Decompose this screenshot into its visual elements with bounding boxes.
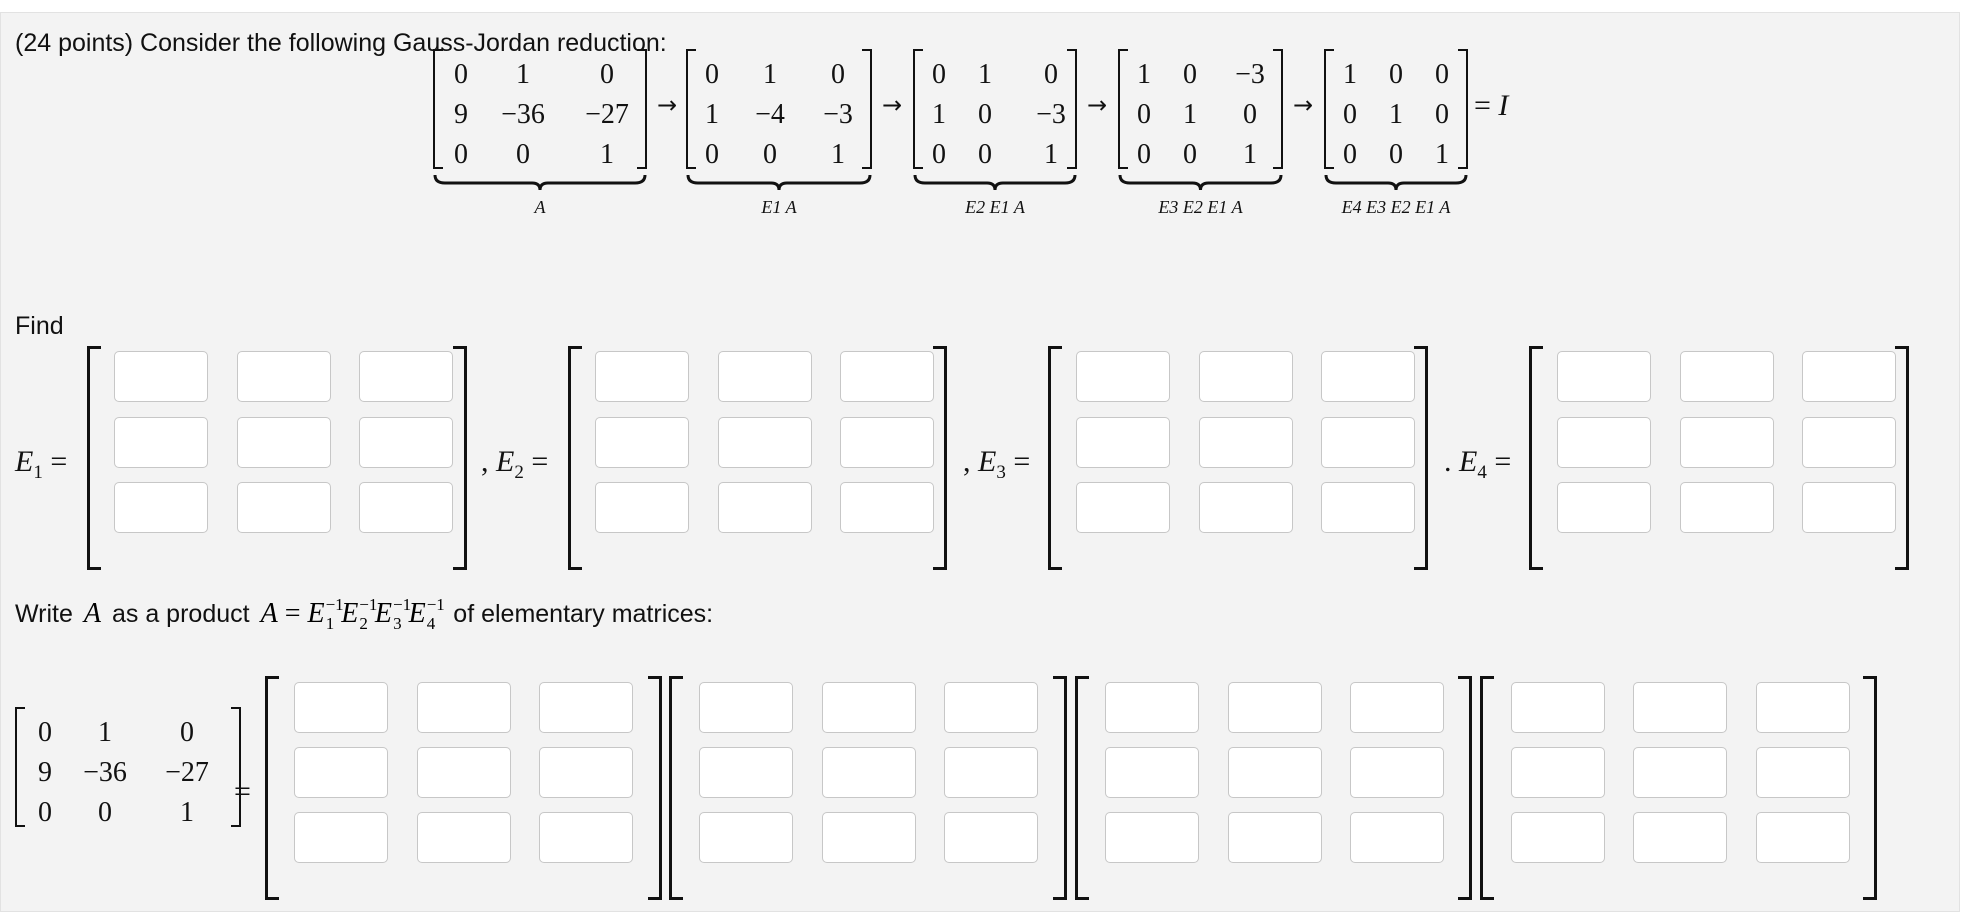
- e2-input-entry-r1c2[interactable]: [718, 351, 812, 402]
- matrix-entry: 0: [1183, 59, 1197, 90]
- matrix-entry: 0: [98, 797, 112, 828]
- e3-input-entry-r2c1[interactable]: [1076, 417, 1170, 468]
- e2-input-entry-r1c1[interactable]: [595, 351, 689, 402]
- reduction-matrix-2: [686, 49, 872, 169]
- matrix-entry: −3: [823, 99, 853, 130]
- e4-input-entry-r3c2[interactable]: [1680, 482, 1774, 533]
- left-bracket: [686, 49, 696, 169]
- e3-input-entry-r1c2[interactable]: [1199, 351, 1293, 402]
- e1-input-entry-r3c2[interactable]: [237, 482, 331, 533]
- matrix-entry: 1: [98, 717, 112, 748]
- inverse-e2-input-left-bracket: [669, 676, 683, 900]
- underbrace-icon: [1324, 173, 1468, 193]
- product-equals: =: [234, 775, 251, 808]
- matrix-entry: 0: [932, 59, 946, 90]
- inverse-e1-input-entry-r2c3[interactable]: [539, 747, 633, 798]
- question-prompt: (24 points) Consider the following Gauss-Jordan reduction:: [15, 29, 667, 57]
- product-formula: $A = E^{-1}_1$ $E^{-1}_2$ $E^{-1}_3$ $E^{-1}_4$: [260, 595, 445, 633]
- e1-input-entry-r3c3[interactable]: [359, 482, 453, 533]
- right-bracket: [637, 49, 647, 169]
- inverse-e1-input-entry-r3c2[interactable]: [417, 812, 511, 863]
- inverse-e3-input-entry-r1c1[interactable]: [1105, 682, 1199, 733]
- reduction-matrix-3: [913, 49, 1077, 169]
- matrix-entry: 1: [932, 99, 946, 130]
- reduction-matrix-4: [1118, 49, 1283, 169]
- e1-input-entry-r2c3[interactable]: [359, 417, 453, 468]
- matrix-entry: 0: [1389, 59, 1403, 90]
- matrix-entry: 0: [454, 139, 468, 170]
- inverse-e1-input-right-bracket: [648, 676, 662, 900]
- inverse-e3-input-entry-r2c3[interactable]: [1350, 747, 1444, 798]
- e3-input-entry-r3c3[interactable]: [1321, 482, 1415, 533]
- e3-input-entry-r2c2[interactable]: [1199, 417, 1293, 468]
- matrix-entry: 0: [705, 139, 719, 170]
- find-label-e1: $E_1$ =: [15, 445, 68, 483]
- underbrace-icon: [433, 173, 647, 193]
- matrix-entry: 0: [1343, 139, 1357, 170]
- inverse-e3-input-entry-r1c2[interactable]: [1228, 682, 1322, 733]
- inverse-e4-input-entry-r1c3[interactable]: [1756, 682, 1850, 733]
- matrix-entry: 1: [763, 59, 777, 90]
- product-instruction: [15, 595, 713, 634]
- e2-input-entry-r2c3[interactable]: [840, 417, 934, 468]
- e1-input-entry-r2c1[interactable]: [114, 417, 208, 468]
- e3-input-entry-r1c3[interactable]: [1321, 351, 1415, 402]
- matrix-entry: 0: [978, 99, 992, 130]
- arrow-icon: →: [1293, 91, 1314, 119]
- inverse-e2-input-entry-r3c2[interactable]: [822, 812, 916, 863]
- e2-input-right-bracket: [933, 346, 947, 570]
- inverse-e3-input-entry-r2c1[interactable]: [1105, 747, 1199, 798]
- matrix-entry: 1: [1243, 139, 1257, 170]
- e4-input-entry-r1c2[interactable]: [1680, 351, 1774, 402]
- matrix-entry: 0: [454, 59, 468, 90]
- right-bracket: [1458, 49, 1468, 169]
- inverse-e1-input-entry-r2c1[interactable]: [294, 747, 388, 798]
- matrix-entry: 0: [1435, 59, 1449, 90]
- matrix-entry: 1: [600, 139, 614, 170]
- question-panel: [0, 12, 1960, 912]
- inverse-e1-input-entry-r3c3[interactable]: [539, 812, 633, 863]
- inverse-e3-input-entry-r3c3[interactable]: [1350, 812, 1444, 863]
- e4-input-entry-r1c3[interactable]: [1802, 351, 1896, 402]
- matrix-entry: 1: [1137, 59, 1151, 90]
- inverse-e2-input-entry-r2c3[interactable]: [944, 747, 1038, 798]
- underbrace-icon: [913, 173, 1077, 193]
- arrow-icon: →: [1087, 91, 1108, 119]
- matrix-entry: 0: [1137, 139, 1151, 170]
- e1-input-entry-r2c2[interactable]: [237, 417, 331, 468]
- right-bracket: [231, 707, 241, 827]
- matrix-caption: E4 E3 E2 E1 A: [1341, 197, 1451, 217]
- left-bracket: [15, 707, 25, 827]
- find-label-e3: , $E_3$ =: [963, 445, 1031, 483]
- e1-input-entry-r3c1[interactable]: [114, 482, 208, 533]
- e2-input-entry-r3c3[interactable]: [840, 482, 934, 533]
- matrix-entry: 1: [180, 797, 194, 828]
- inverse-e2-input-entry-r1c2[interactable]: [822, 682, 916, 733]
- inverse-e2-input-right-bracket: [1053, 676, 1067, 900]
- matrix-entry: 0: [932, 139, 946, 170]
- inverse-e4-input-left-bracket: [1480, 676, 1494, 900]
- e4-input-entry-r2c3[interactable]: [1802, 417, 1896, 468]
- matrix-entry: −3: [1235, 59, 1265, 90]
- matrix-entry: 0: [38, 717, 52, 748]
- right-bracket: [1273, 49, 1283, 169]
- inverse-e1-input-entry-r1c2[interactable]: [417, 682, 511, 733]
- find-label-e2: , $E_2$ =: [481, 445, 549, 483]
- inverse-e2-input-entry-r1c3[interactable]: [944, 682, 1038, 733]
- inverse-e4-input-entry-r2c1[interactable]: [1511, 747, 1605, 798]
- inverse-e1-input-left-bracket: [265, 676, 279, 900]
- inverse-e1-input-entry-r1c1[interactable]: [294, 682, 388, 733]
- underbrace-icon: [1118, 173, 1283, 193]
- inverse-e1-input-entry-r2c2[interactable]: [417, 747, 511, 798]
- matrix-entry: 1: [1435, 139, 1449, 170]
- inverse-e3-input-entry-r3c1[interactable]: [1105, 812, 1199, 863]
- symbol-A: A: [83, 598, 101, 629]
- matrix-entry: −36: [501, 99, 545, 130]
- write-word: Write: [15, 600, 73, 628]
- matrix-entry: 0: [1137, 99, 1151, 130]
- matrix-caption: E2 E1 A: [965, 197, 1025, 217]
- matrix-entry: 9: [454, 99, 468, 130]
- matrix-entry: 0: [600, 59, 614, 90]
- reduction-matrix-5: [1324, 49, 1468, 169]
- matrix-entry: −36: [83, 757, 127, 788]
- inverse-e2-input-entry-r3c3[interactable]: [944, 812, 1038, 863]
- matrix-entry: 0: [516, 139, 530, 170]
- left-bracket: [913, 49, 923, 169]
- e4-input-left-bracket: [1529, 346, 1543, 570]
- matrix-entry: 1: [831, 139, 845, 170]
- e4-input-entry-r3c3[interactable]: [1802, 482, 1896, 533]
- matrix-entry: 0: [1183, 139, 1197, 170]
- matrix-entry: 1: [1343, 59, 1357, 90]
- matrix-entry: 0: [180, 717, 194, 748]
- inverse-e1-input-entry-r1c3[interactable]: [539, 682, 633, 733]
- e4-input-entry-r1c1[interactable]: [1557, 351, 1651, 402]
- matrix-entry: 0: [1435, 99, 1449, 130]
- inverse-e3-input-entry-r3c2[interactable]: [1228, 812, 1322, 863]
- inverse-e4-input-entry-r3c1[interactable]: [1511, 812, 1605, 863]
- of-elementary-words: of elementary matrices:: [453, 600, 714, 628]
- e3-input-entry-r3c2[interactable]: [1199, 482, 1293, 533]
- reduction-matrix-1: [433, 49, 647, 169]
- underbrace-icon: [686, 173, 872, 193]
- matrix-entry: 1: [516, 59, 530, 90]
- e2-input-entry-r2c1[interactable]: [595, 417, 689, 468]
- matrix-entry: 0: [978, 139, 992, 170]
- matrix-entry: 1: [1389, 99, 1403, 130]
- matrix-entry: 1: [1183, 99, 1197, 130]
- e4-input-entry-r3c1[interactable]: [1557, 482, 1651, 533]
- inverse-e4-input-entry-r2c2[interactable]: [1633, 747, 1727, 798]
- left-bracket: [1118, 49, 1128, 169]
- e4-input-entry-r2c1[interactable]: [1557, 417, 1651, 468]
- inverse-e3-input-entry-r2c2[interactable]: [1228, 747, 1322, 798]
- product-matrix-A: [15, 707, 241, 827]
- matrix-entry: 1: [705, 99, 719, 130]
- matrix-entry: 0: [831, 59, 845, 90]
- inverse-e2-input-entry-r1c1[interactable]: [699, 682, 793, 733]
- e3-input-entry-r3c1[interactable]: [1076, 482, 1170, 533]
- matrix-entry: 0: [705, 59, 719, 90]
- e2-input-left-bracket: [568, 346, 582, 570]
- inverse-e2-input-entry-r2c1[interactable]: [699, 747, 793, 798]
- matrix-entry: 0: [38, 797, 52, 828]
- matrix-entry: −27: [585, 99, 629, 130]
- e3-input-right-bracket: [1414, 346, 1428, 570]
- right-bracket: [862, 49, 872, 169]
- matrix-caption: A: [534, 197, 546, 217]
- matrix-entry: 0: [1243, 99, 1257, 130]
- inverse-e4-input-entry-r2c3[interactable]: [1756, 747, 1850, 798]
- inverse-e1-input-entry-r3c1[interactable]: [294, 812, 388, 863]
- e1-input-entry-r1c1[interactable]: [114, 351, 208, 402]
- e1-input-entry-r1c2[interactable]: [237, 351, 331, 402]
- e2-input-entry-r3c1[interactable]: [595, 482, 689, 533]
- inverse-e4-input-entry-r3c2[interactable]: [1633, 812, 1727, 863]
- inverse-e3-input-left-bracket: [1075, 676, 1089, 900]
- matrix-caption: E1 A: [761, 197, 797, 217]
- e1-input-left-bracket: [87, 346, 101, 570]
- inverse-e3-input-entry-r1c3[interactable]: [1350, 682, 1444, 733]
- e4-input-right-bracket: [1895, 346, 1909, 570]
- inverse-e4-input-entry-r1c2[interactable]: [1633, 682, 1727, 733]
- right-bracket: [1067, 49, 1077, 169]
- matrix-entry: 0: [1389, 139, 1403, 170]
- e2-input-entry-r2c2[interactable]: [718, 417, 812, 468]
- matrix-entry: 1: [1044, 139, 1058, 170]
- inverse-e4-input-entry-r3c3[interactable]: [1756, 812, 1850, 863]
- inverse-e4-input-entry-r1c1[interactable]: [1511, 682, 1605, 733]
- matrix-entry: 1: [978, 59, 992, 90]
- matrix-entry: −27: [165, 757, 209, 788]
- arrow-icon: →: [657, 91, 678, 119]
- left-bracket: [1324, 49, 1334, 169]
- e1-input-right-bracket: [453, 346, 467, 570]
- equals-identity: = I: [1474, 89, 1509, 122]
- matrix-entry: 0: [1044, 59, 1058, 90]
- inverse-e2-input-entry-r2c2[interactable]: [822, 747, 916, 798]
- inverse-e4-input-right-bracket: [1863, 676, 1877, 900]
- arrow-icon: →: [882, 91, 903, 119]
- e2-input-entry-r1c3[interactable]: [840, 351, 934, 402]
- find-label: Find: [15, 312, 64, 340]
- find-label-e4: . $E_4$ =: [1444, 445, 1512, 483]
- matrix-entry: −3: [1036, 99, 1066, 130]
- as-product-words: as a product: [111, 600, 250, 628]
- e3-input-entry-r1c1[interactable]: [1076, 351, 1170, 402]
- matrix-entry: 0: [1343, 99, 1357, 130]
- matrix-entry: 9: [38, 757, 52, 788]
- e1-input-entry-r1c3[interactable]: [359, 351, 453, 402]
- e2-input-entry-r3c2[interactable]: [718, 482, 812, 533]
- matrix-entry: 0: [763, 139, 777, 170]
- matrix-entry: −4: [755, 99, 785, 130]
- e4-input-entry-r2c2[interactable]: [1680, 417, 1774, 468]
- left-bracket: [433, 49, 443, 169]
- inverse-e2-input-entry-r3c1[interactable]: [699, 812, 793, 863]
- matrix-caption: E3 E2 E1 A: [1158, 197, 1243, 217]
- inverse-e3-input-right-bracket: [1458, 676, 1472, 900]
- e3-input-left-bracket: [1048, 346, 1062, 570]
- e3-input-entry-r2c3[interactable]: [1321, 417, 1415, 468]
